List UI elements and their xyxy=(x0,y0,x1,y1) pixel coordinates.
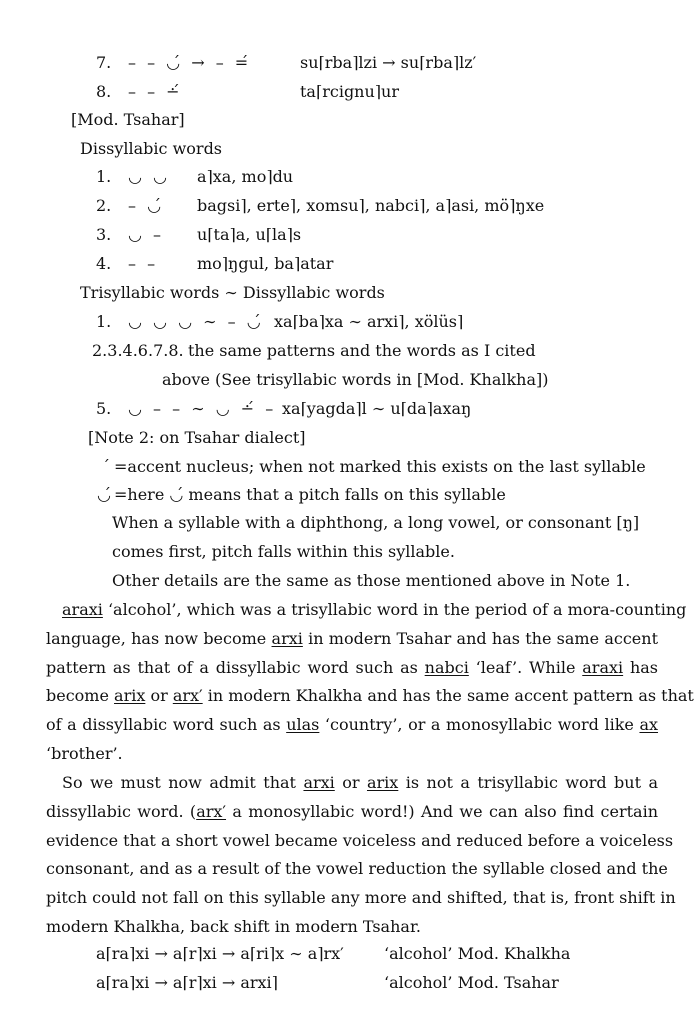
text-run: become xyxy=(46,686,115,706)
row-number: 1. xyxy=(96,167,112,186)
same-patterns-text: the same patterns and the words as I cited xyxy=(188,341,536,360)
paragraph-line xyxy=(46,888,676,908)
row-number: 5. xyxy=(96,399,112,418)
paragraph-line xyxy=(46,658,658,678)
row-number: 4. xyxy=(96,254,112,273)
example-words: su⌈rba⌉lzi → su⌈rba⌉lz′ xyxy=(300,53,477,72)
accent-pattern: ◡ – – ∼ ◡ ∸́ – xyxy=(128,399,277,418)
text-run: consonant, and as a result of the vowel reduction the syllable closed and the xyxy=(46,859,668,879)
paragraph-line xyxy=(62,600,687,620)
cited-word: arxi xyxy=(303,773,335,792)
accent-pattern: – – ∸́ xyxy=(128,82,183,101)
subsection-heading: Dissyllabic words xyxy=(80,139,223,158)
row-number: 3. xyxy=(96,225,112,244)
cited-word: araxi xyxy=(582,657,624,677)
subsection-heading: Trisyllabic words ∼ Dissyllabic words xyxy=(80,283,385,302)
paragraph-line xyxy=(46,859,668,879)
paragraph-line xyxy=(62,773,658,793)
row-number: 7. xyxy=(96,53,112,72)
same-patterns-text: above (See trisyllabic words in [Mod. Khalkha]) xyxy=(162,370,549,389)
text-run: pitch could not fall on this syllable any more and shifted, that is, front shift in xyxy=(46,888,676,908)
text-run: or xyxy=(334,773,367,792)
accent-pattern: – ◡́ xyxy=(128,196,165,215)
section-heading: [Mod. Tsahar] xyxy=(71,110,185,129)
cited-word: araxi xyxy=(62,600,103,619)
accent-pattern: ◡ ◡ ◡ ∼ – ◡́ xyxy=(128,312,264,331)
text-run: in modern Khalkha and has the same accent pattern as that xyxy=(202,686,694,706)
text-run: in modern Tsahar and has the same accent xyxy=(302,628,658,648)
example-words: a⌉xa, mo⌉du xyxy=(197,167,294,186)
accent-pattern: ◡ ◡ xyxy=(128,167,171,186)
row-number: 2.3.4.6.7.8. xyxy=(92,341,184,360)
cited-word: arxi xyxy=(271,628,303,648)
text-run: ‘brother’. xyxy=(46,744,123,763)
paragraph-line xyxy=(46,715,658,735)
paragraph-line xyxy=(46,686,694,706)
cited-word: ulas xyxy=(286,715,320,735)
example-words: xa⌈ba⌉xa ∼ arxi⌉, xölüs⌉ xyxy=(274,312,464,331)
cited-word: arx′ xyxy=(172,686,203,706)
text-run: modern Khalkha, back shift in modern Tsahar. xyxy=(46,917,421,936)
note-paragraph-line: comes first, pitch falls within this syllable. xyxy=(112,542,455,561)
text-run: or xyxy=(145,686,173,706)
text-run: ‘leaf’. While xyxy=(468,657,583,677)
text-run: language, has now become xyxy=(46,628,272,648)
paragraph-line xyxy=(46,917,658,937)
accent-pattern: ◡ – xyxy=(128,225,165,244)
derivation-gloss: ‘alcohol’ Mod. Khalkha xyxy=(384,944,571,963)
cited-word: arix xyxy=(366,773,399,792)
note-heading: [Note 2: on Tsahar dialect] xyxy=(88,428,306,447)
text-run: dissyllabic word. ( xyxy=(46,801,197,821)
text-run: has xyxy=(623,657,659,677)
cited-word: nabci xyxy=(424,657,469,677)
text-run: evidence that a short vowel became voiceless and reduced before a voiceless xyxy=(46,830,674,850)
derivation-form: a⌈ra⌉xi → a⌈r⌉xi → arxi⌉ xyxy=(96,973,278,992)
note-text: =here ◡́ means that a pitch falls on this syllable xyxy=(114,485,506,504)
text-run: a monosyllabic word!) And we can also find certain xyxy=(226,801,659,821)
example-words: bagsi⌉, erte⌉, xomsu⌉, nabci⌉, a⌉asi, mö⌉ŋxe xyxy=(197,196,545,215)
example-words: mo⌉ŋgul, ba⌉atar xyxy=(197,254,334,273)
accent-pattern: – – ◡́ → – =́ xyxy=(128,53,252,72)
text-run: is not a trisyllabic word but a xyxy=(398,773,659,792)
row-number: 2. xyxy=(96,196,112,215)
accent-symbol: ´ xyxy=(102,457,110,476)
derivation-gloss: ‘alcohol’ Mod. Tsahar xyxy=(384,973,559,992)
row-number: 8. xyxy=(96,82,112,101)
example-words: xa⌈yagda⌉l ∼ u⌈da⌉axaŋ xyxy=(282,399,472,418)
note-paragraph-line: Other details are the same as those mentioned above in Note 1. xyxy=(112,571,631,590)
text-run: ‘alcohol’, which was a trisyllabic word in the period of a mora-counting xyxy=(102,600,687,619)
example-words: u⌈ta⌉a, u⌈la⌉s xyxy=(197,225,302,244)
row-number: 1. xyxy=(96,312,112,331)
paragraph-line xyxy=(46,744,658,764)
cited-word: arx′ xyxy=(196,801,227,821)
text-run: of a dissyllabic word such as xyxy=(46,715,287,735)
cited-word: ax xyxy=(639,715,659,735)
note-text: =accent nucleus; when not marked this exists on the last syllable xyxy=(114,457,646,476)
example-words: ta⌈rcignu⌉ur xyxy=(300,82,399,101)
note-paragraph-line: When a syllable with a diphthong, a long vowel, or consonant [ŋ] xyxy=(112,513,640,532)
text-run: pattern as that of a dissyllabic word such as xyxy=(46,657,425,677)
text-run: ‘country’, or a monosyllabic word like xyxy=(319,715,640,735)
paragraph-line xyxy=(46,802,658,822)
cited-word: arix xyxy=(114,686,146,706)
derivation-form: a⌈ra⌉xi → a⌈r⌉xi → a⌈ri⌉x ∼ a⌉rx′ xyxy=(96,944,344,963)
paragraph-line xyxy=(46,629,658,649)
paragraph-line xyxy=(46,830,674,851)
text-run: So we must now admit that xyxy=(62,773,304,792)
accent-symbol: ◡́ xyxy=(97,485,111,504)
accent-pattern: – – xyxy=(128,254,159,273)
